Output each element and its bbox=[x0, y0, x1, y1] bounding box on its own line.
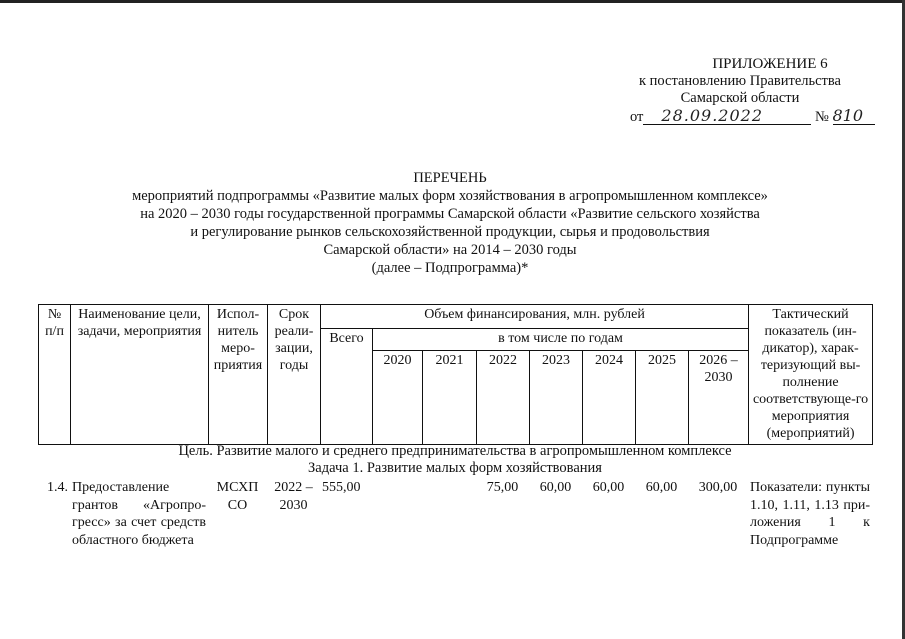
header-year: 2024 bbox=[583, 351, 636, 445]
decree-line bbox=[600, 107, 880, 126]
heading-line-2: на 2020 – 2030 годы государственной программы Самарской области «Развитие сельского хозяйства bbox=[140, 206, 760, 222]
row-2026-2030: 300,00 bbox=[698, 480, 738, 495]
measures-table-header bbox=[38, 304, 873, 445]
header-year: 2021 bbox=[423, 351, 477, 445]
heading-line-5: (далее – Подпрограмма)* bbox=[371, 260, 529, 276]
document-heading bbox=[100, 169, 800, 277]
handwritten-number: 810 bbox=[833, 107, 875, 125]
row-2020 bbox=[372, 478, 422, 550]
header-name: Наименование цели, задачи, мероприятия bbox=[71, 305, 209, 445]
row-2021 bbox=[422, 478, 476, 550]
header-num: № п/п bbox=[39, 305, 71, 445]
row-2024: 60,00 bbox=[592, 480, 625, 495]
from-label: от bbox=[630, 109, 644, 125]
measures-table-body bbox=[38, 478, 872, 550]
top-border-line bbox=[0, 0, 905, 3]
table-row bbox=[38, 478, 872, 550]
header-period: Срок реали-зации, годы bbox=[268, 305, 321, 445]
header-year: 2026 – 2030 bbox=[689, 351, 749, 445]
appendix-line-1: к постановлению Правительства bbox=[639, 73, 841, 89]
row-period: 2022 – 2030 bbox=[274, 480, 313, 513]
handwritten-date: 28.09.2022 bbox=[643, 107, 811, 125]
appendix-line-2: Самарской области bbox=[680, 90, 800, 106]
goal-task-block bbox=[38, 443, 872, 477]
heading-line-3: и регулирование рынков сельскохозяйственной продукции, сырья и продовольствия bbox=[190, 224, 710, 240]
header-year: 2023 bbox=[530, 351, 583, 445]
heading-title: ПЕРЕЧЕНЬ bbox=[413, 170, 487, 186]
header-executor: Испол-нитель меро-приятия bbox=[209, 305, 268, 445]
header-year: 2025 bbox=[636, 351, 689, 445]
row-name: Предоставление грантов «Агропро-гресс» за счет средств областного бюджета bbox=[72, 480, 206, 548]
header-year: 2020 bbox=[373, 351, 423, 445]
row-num: 1.4. bbox=[47, 480, 68, 495]
appendix-title: ПРИЛОЖЕНИЕ 6 bbox=[712, 56, 828, 72]
row-indicator: Показатели: пункты 1.10, 1.11, 1.13 при-ложения 1 к Подпрограмме bbox=[750, 480, 870, 548]
appendix-block bbox=[600, 56, 880, 126]
number-label: № bbox=[815, 109, 829, 125]
header-by-years: в том числе по годам bbox=[373, 329, 749, 351]
heading-line-4: Самарской области» на 2014 – 2030 годы bbox=[323, 242, 577, 258]
heading-line-1: мероприятий подпрограммы «Развитие малых форм хозяйствования в агропромышленном комплексе» bbox=[132, 188, 768, 204]
header-total: Всего bbox=[321, 329, 373, 445]
row-executor: МСХП СО bbox=[216, 480, 259, 513]
row-2023: 60,00 bbox=[539, 480, 572, 495]
header-indicator: Тактический показатель (ин-дикатор), харак-теризующий вы-полнение соответствующе-го мероприятия (мероприятий) bbox=[749, 305, 873, 445]
goal-text: Цель. Развитие малого и среднего предпринимательства в агропромышленном комплексе bbox=[178, 443, 732, 459]
row-2025: 60,00 bbox=[645, 480, 678, 495]
row-2022: 75,00 bbox=[486, 480, 519, 495]
row-total: 555,00 bbox=[322, 480, 361, 495]
header-year: 2022 bbox=[477, 351, 530, 445]
task-text: Задача 1. Развитие малых форм хозяйствования bbox=[308, 460, 602, 476]
header-funding: Объем финансирования, млн. рублей bbox=[321, 305, 749, 329]
